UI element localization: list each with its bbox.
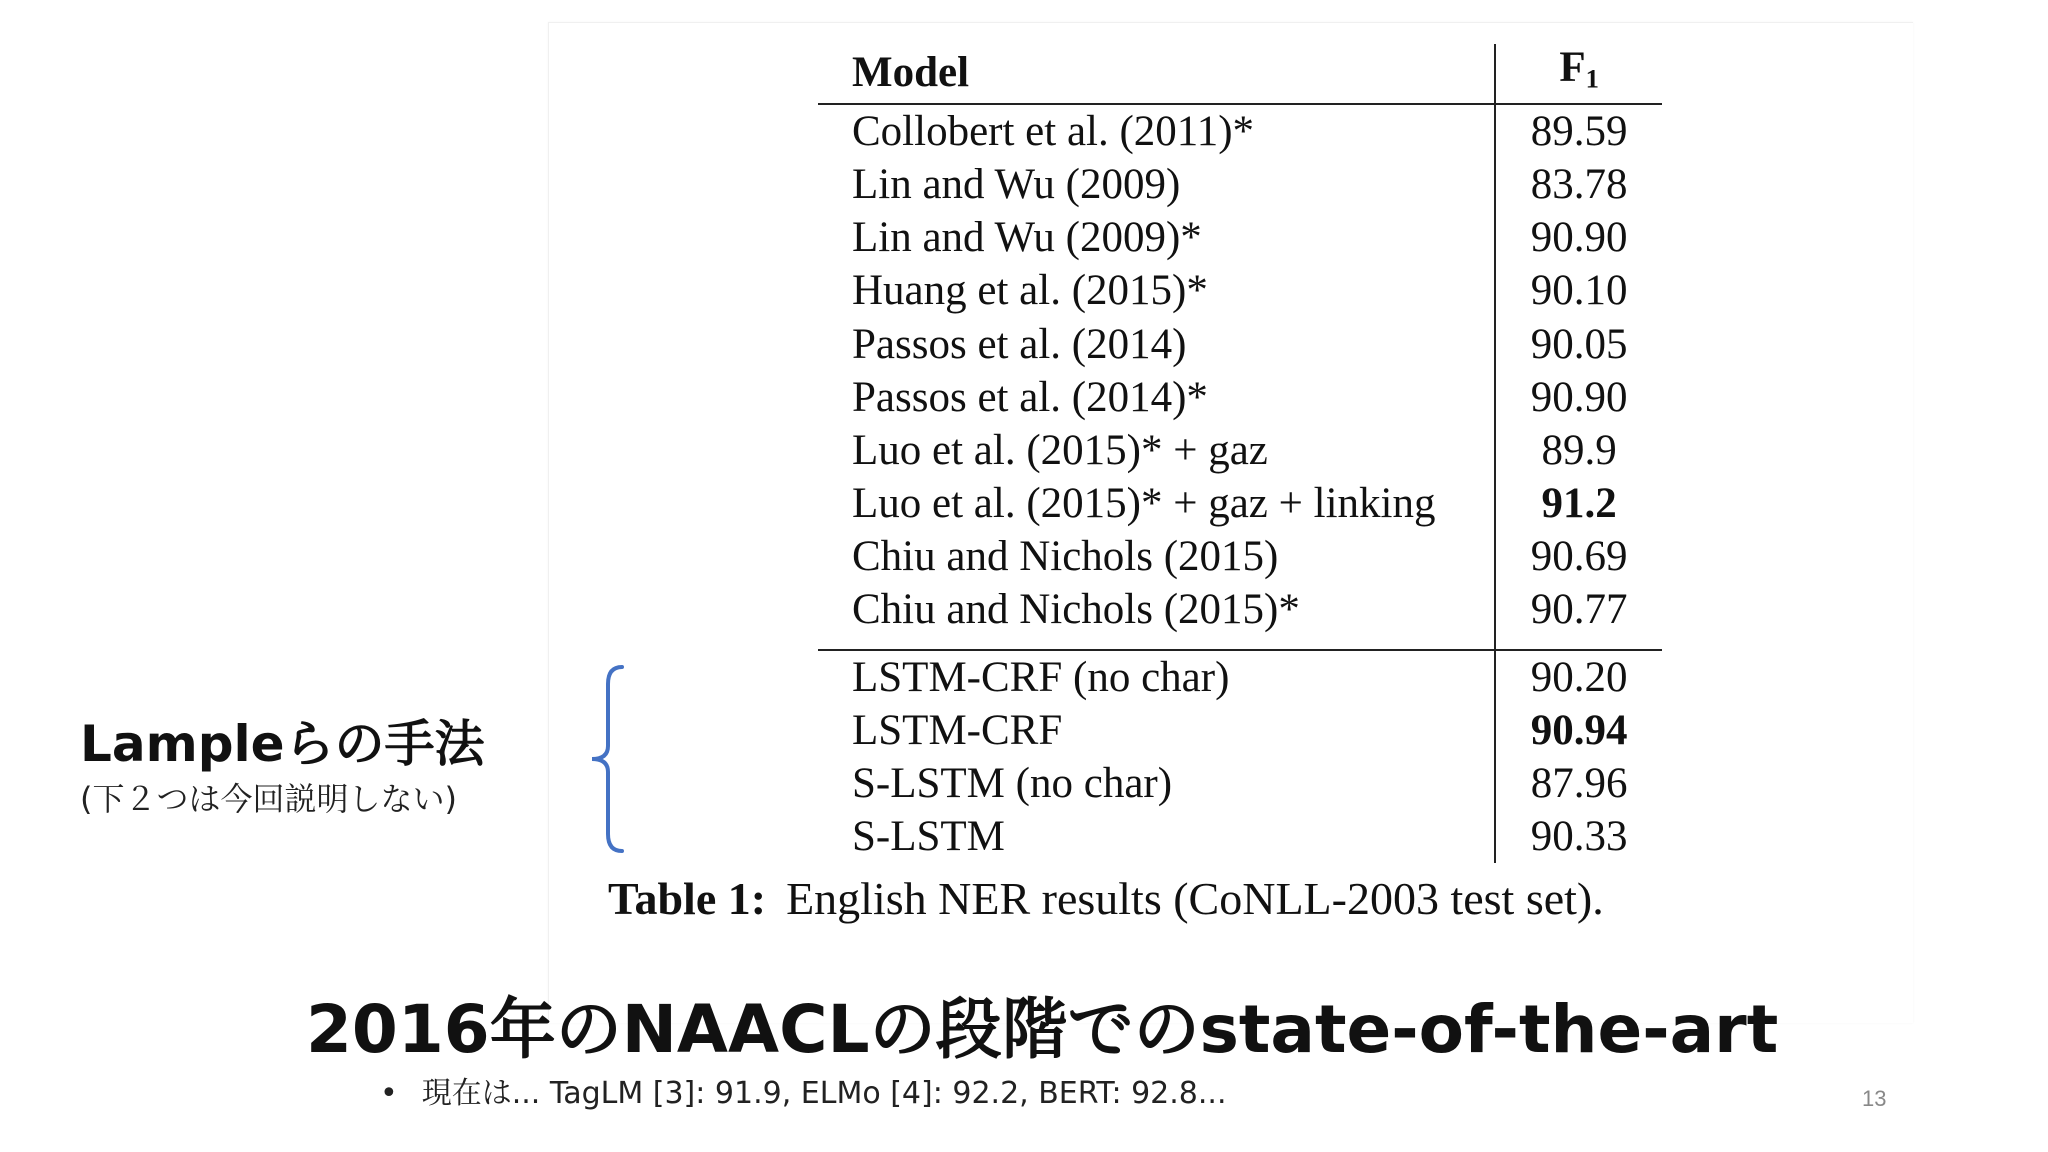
bullet-dot-icon: • [380,1076,398,1111]
page-number: 13 [1862,1086,1887,1111]
table-group-baselines [818,104,1662,637]
table-row [818,810,1662,863]
f1-score-cell: 91.2 [1495,477,1662,530]
model-name-cell: Huang et al. (2015)* [852,267,1208,315]
f1-score-cell: 90.90 [1495,211,1662,264]
table-row [818,530,1662,583]
caption-label: Table 1: [608,873,767,924]
model-name-cell: Luo et al. (2015)* + gaz [852,426,1268,474]
curly-brace-icon [586,664,626,854]
table-row [818,371,1662,424]
model-name-cell: Passos et al. (2014) [852,320,1187,368]
model-name-cell: LSTM-CRF (no char) [852,653,1230,701]
table-group-lample [818,650,1662,864]
f1-score-cell: 90.20 [1495,650,1662,704]
model-name-cell: Passos et al. (2014)* [852,373,1208,421]
f1-score-cell: 90.94 [1495,704,1662,757]
table-row [818,104,1662,158]
table-header-row [818,44,1662,104]
f1-score-cell: 87.96 [1495,757,1662,810]
table-row [818,264,1662,317]
table-row [818,704,1662,757]
lample-method-label: Lampleらの手法 [80,715,485,773]
model-name-cell: Lin and Wu (2009) [852,160,1181,208]
model-name-cell: Luo et al. (2015)* + gaz + linking [852,480,1436,528]
table-row [818,757,1662,810]
header-f1-main: F [1559,44,1586,91]
caption-text: English NER results (CoNLL-2003 test set). [786,873,1604,924]
f1-score-cell: 90.90 [1495,371,1662,424]
ner-results-table [818,44,1662,863]
model-name-cell: Collobert et al. (2011)* [852,107,1255,155]
f1-score-cell: 90.69 [1495,530,1662,583]
table-group-separator [818,637,1662,650]
table-row [818,317,1662,370]
model-name-cell: S-LSTM [852,813,1005,861]
f1-score-cell: 90.05 [1495,317,1662,370]
f1-score-cell: 89.59 [1495,104,1662,158]
sota-heading: 2016年のNAACLの段階でのstate-of-the-art [306,991,1779,1068]
model-name-cell: Chiu and Nichols (2015) [852,533,1279,581]
separator-cell-f1 [1495,637,1662,650]
f1-score-cell: 90.33 [1495,810,1662,863]
f1-score-cell: 90.10 [1495,264,1662,317]
table-row [818,211,1662,264]
table-row [818,583,1662,636]
model-name-cell: Lin and Wu (2009)* [852,214,1202,262]
header-f1-sub: 1 [1585,63,1599,94]
table-row [818,424,1662,477]
f1-score-cell: 90.77 [1495,583,1662,636]
lample-method-note: (下２つは今回説明しない) [80,780,457,818]
table-row [818,477,1662,530]
bullet-item [380,1068,1227,1112]
header-f1 [1495,44,1662,104]
table-caption [608,872,1848,925]
header-model: Model [818,44,1495,104]
table-separator-row [818,637,1662,650]
table-row [818,158,1662,211]
f1-score-cell: 89.9 [1495,424,1662,477]
table-row [818,650,1662,704]
model-name-cell: Chiu and Nichols (2015)* [852,586,1300,634]
model-name-cell: S-LSTM (no char) [852,760,1173,807]
bullet-text: 現在は... TagLM [3]: 91.9, ELMo [4]: 92.2, BERT: 92.8... [421,1076,1227,1111]
model-name-cell: LSTM-CRF [852,706,1063,754]
f1-score-cell: 83.78 [1495,158,1662,211]
separator-cell-model [818,637,1495,650]
